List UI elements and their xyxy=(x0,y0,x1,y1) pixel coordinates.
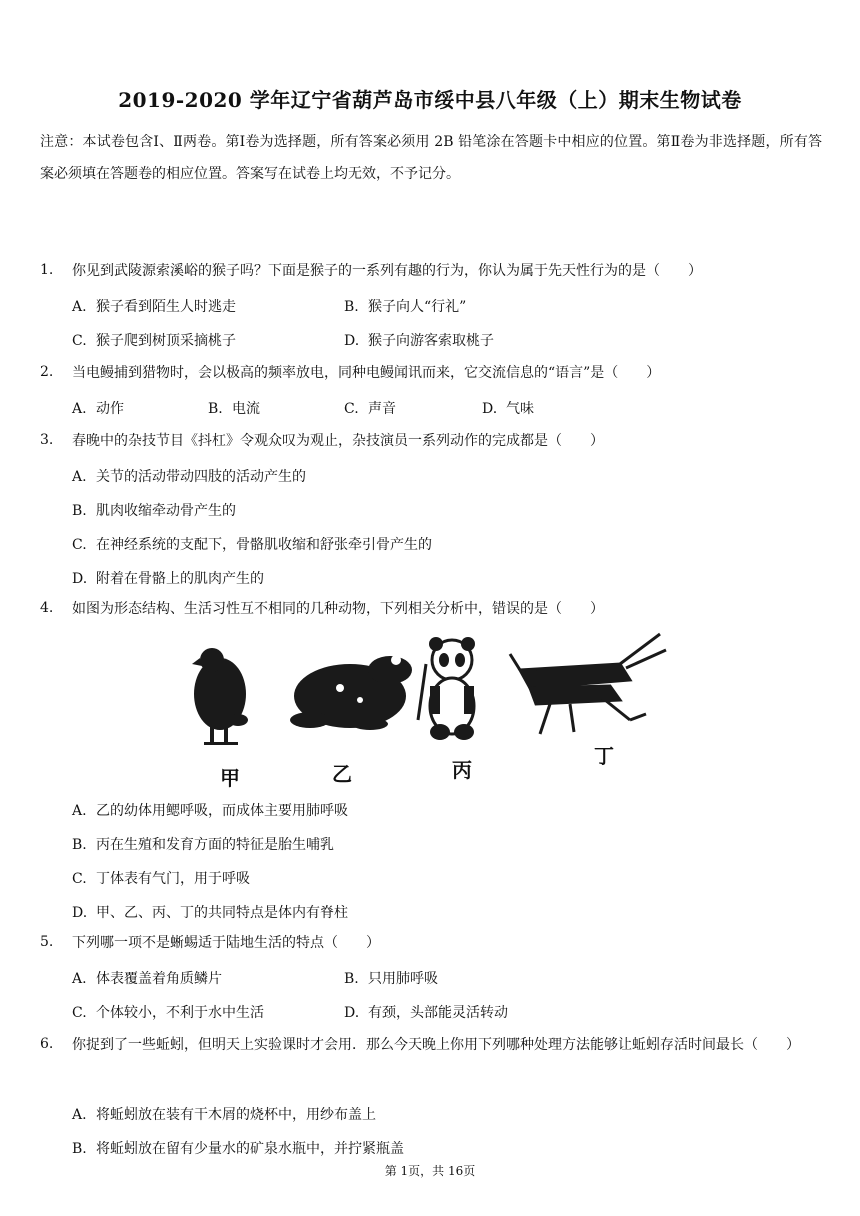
option-c: C. 声音 xyxy=(344,401,396,417)
question-number: 3. xyxy=(40,432,54,448)
figure-label-yi: 乙 xyxy=(332,762,352,786)
option-a: A. 猴子看到陌生人时逃走 xyxy=(72,299,236,315)
option-d: D. 猴子向游客索取桃子 xyxy=(344,333,494,349)
question-number: 1. xyxy=(40,262,54,278)
option-c: C. 丁体表有气门，用于呼吸 xyxy=(72,871,250,887)
question-stem: 当电鳗捕到猎物时，会以极高的频率放电，同种电鳗闻讯而来，它交流信息的“语言”是（ ） xyxy=(72,365,661,381)
option-a: A. 体表覆盖着角质鳞片 xyxy=(72,971,222,987)
option-c: C. 在神经系统的支配下，骨骼肌收缩和舒张牵引骨产生的 xyxy=(72,537,432,553)
page-footer: 第 1页，共 16页 xyxy=(384,1164,476,1178)
option-b: B. 肌肉收缩牵动骨产生的 xyxy=(72,503,236,519)
option-b: B. 丙在生殖和发育方面的特征是胎生哺乳 xyxy=(72,837,334,853)
figure-label-ding: 丁 xyxy=(594,744,614,768)
pigeon-illustration xyxy=(192,648,248,745)
question-number: 4. xyxy=(40,600,54,616)
question-number: 6. xyxy=(40,1036,54,1052)
option-d: D. 甲、乙、丙、丁的共同特点是体内有脊柱 xyxy=(72,905,348,921)
exam-title: 2019-2020 学年辽宁省葫芦岛市绥中县八年级（上）期末生物试卷 xyxy=(118,88,742,112)
question-stem: 如图为形态结构、生活习性互不相同的几种动物，下列相关分析中，错误的是（ ） xyxy=(72,601,604,617)
question-number: 2. xyxy=(40,364,54,380)
question-stem: 你见到武陵源索溪峪的猴子吗？下面是猴子的一系列有趣的行为，你认为属于先天性行为的是（ ） xyxy=(72,263,702,279)
panda-illustration xyxy=(418,637,475,740)
option-b: B. 电流 xyxy=(208,401,260,417)
option-b: B. 猴子向人“行礼” xyxy=(344,299,467,315)
question-number: 5. xyxy=(40,934,54,950)
figure-label-jia: 甲 xyxy=(220,766,240,790)
option-c: C. 猴子爬到树顶采摘桃子 xyxy=(72,333,236,349)
option-b: B. 只用肺呼吸 xyxy=(344,971,438,987)
animals-figure xyxy=(190,624,670,790)
option-b: B. 将蚯蚓放在留有少量水的矿泉水瓶中，并拧紧瓶盖 xyxy=(72,1141,404,1157)
question-stem: 下列哪一项不是蜥蜴适于陆地生活的特点（ ） xyxy=(72,935,380,951)
question-stem: 你捉到了一些蚯蚓，但明天上实验课时才会用．那么今天晚上你用下列哪种处理方法能够让蚯蚓存活时间最长（ ） xyxy=(72,1037,800,1053)
option-d: D. 附着在骨骼上的肌肉产生的 xyxy=(72,571,264,587)
frog-illustration xyxy=(290,655,412,730)
figure-label-bing: 丙 xyxy=(452,758,472,782)
option-a: A. 动作 xyxy=(72,401,124,417)
option-a: A. 关节的活动带动四肢的活动产生的 xyxy=(72,469,306,485)
option-d: D. 气味 xyxy=(482,401,534,417)
grasshopper-illustration xyxy=(510,634,666,734)
option-a: A. 将蚯蚓放在装有干木屑的烧杯中，用纱布盖上 xyxy=(72,1107,376,1123)
question-stem: 春晚中的杂技节目《抖杠》令观众叹为观止，杂技演员一系列动作的完成都是（ ） xyxy=(72,433,604,449)
exam-notice: 注意：本试卷包含Ⅰ、Ⅱ两卷。第Ⅰ卷为选择题，所有答案必须用 2B 铅笔涂在答题卡中相应的位置。第Ⅱ卷为非选择题，所有答案必须填在答题卷的相应位置。答案写在试卷上均无效，不予记分。 xyxy=(40,134,822,182)
option-c: C. 个体较小，不利于水中生活 xyxy=(72,1005,264,1021)
option-a: A. 乙的幼体用鳃呼吸，而成体主要用肺呼吸 xyxy=(72,803,348,819)
option-d: D. 有颈，头部能灵活转动 xyxy=(344,1005,508,1021)
